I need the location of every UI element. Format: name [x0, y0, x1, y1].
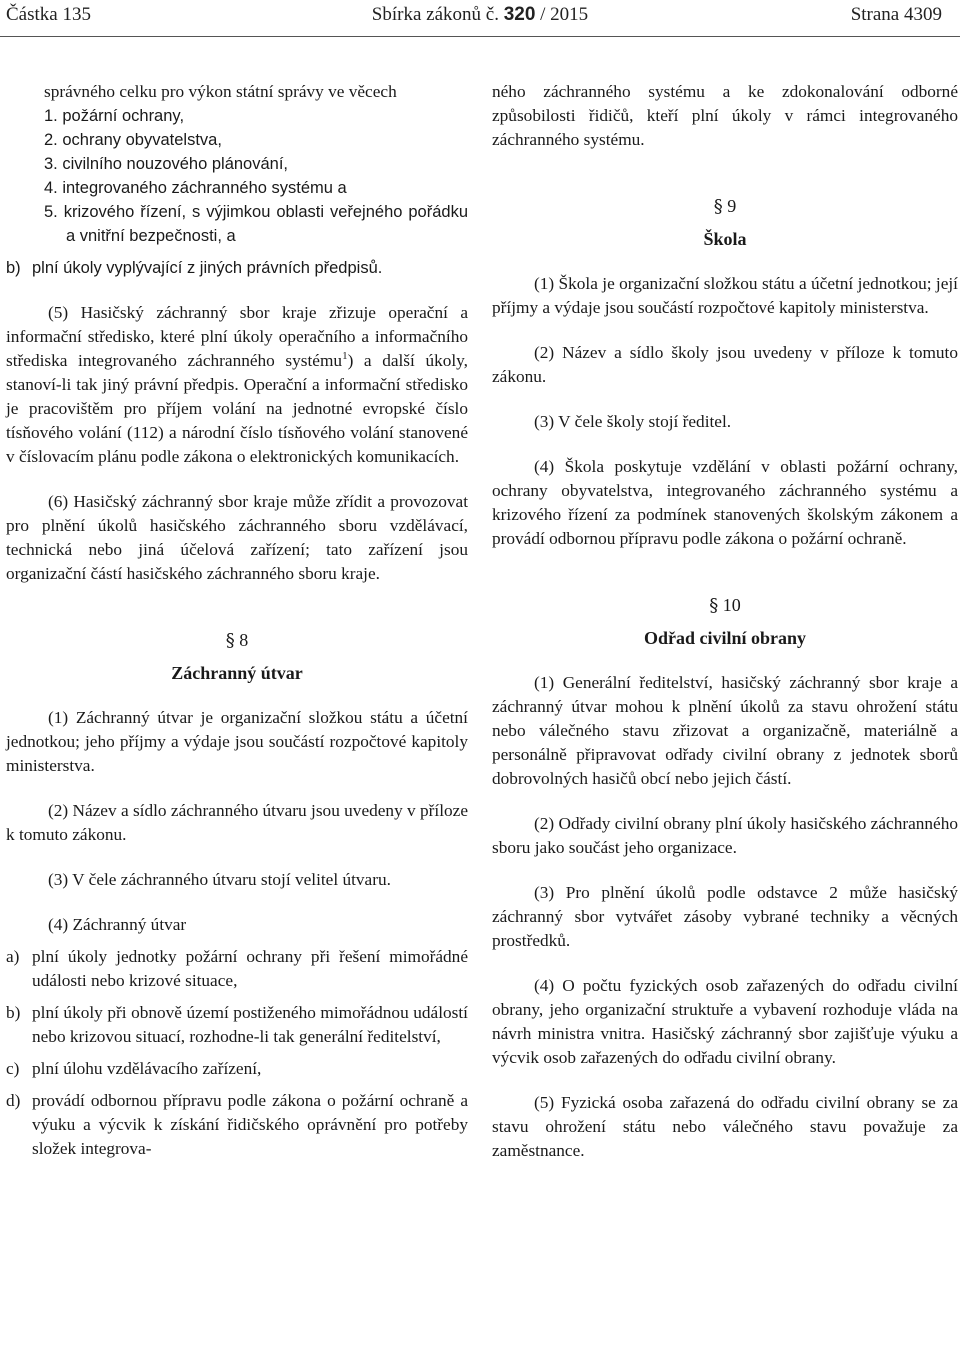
right-column [492, 80, 958, 1163]
s10-paragraph-1: (1) Generální ředitelství, hasičský záchranný sbor kraje a záchranný útvar mohou k plnění úkolů za stavu ohrožení státu nebo válečného stavu zřizovat a organizačně, materiálně a personálně připravovat odřady civilní obrany z jednotek sborů dobrovolných hasičů obcí nebo jejich částí. [492, 673, 958, 788]
section-number: 10 [722, 595, 741, 615]
list-text: provádí odbornou přípravu podle zákona o požární ochraně a výuku a výcvik k získání řidičského oprávnění pro potřeby složek integrova- [32, 1091, 468, 1158]
p5-text-a: (5) Hasičský záchranný sbor kraje zřizuje operační a informační středisko, které plní úkoly operačního a informačního střediska integrovaného záchranného systému [6, 303, 468, 370]
section-number: 8 [239, 630, 249, 650]
list-label: b) [6, 259, 21, 277]
s8-paragraph-4: (4) Záchranný útvar [48, 915, 187, 934]
section-sign: § [713, 196, 723, 217]
list-text: plní úkoly jednotky požární ochrany při řešení mimořádné události nebo krizové situace, [32, 947, 468, 990]
list-item: 4. integrovaného záchranného systému a [44, 179, 347, 197]
section-10-title: Odřad civilní obrany [643, 628, 807, 648]
intro-text: správného celku pro výkon státní správy ve věcech [44, 82, 397, 101]
s10-paragraph-3: (3) Pro plnění úkolů podle odstavce 2 může hasičský záchranný sbor vytvářet zásoby vybrané techniky a věcných prostředků. [492, 883, 958, 950]
header-part: Částka 135 [6, 4, 91, 25]
section-9-heading [492, 194, 958, 219]
list-item: 3. civilního nouzového plánování, [44, 155, 289, 173]
list-text: plní úkoly při obnově území postiženého mimořádnou událostí nebo krizovou situací, rozhodne-li tak generální ředitelství, [32, 1003, 468, 1046]
s8-paragraph-1: (1) Záchranný útvar je organizační složkou státu a účetní jednotkou; jeho příjmy a výdaje jsou součástí rozpočtové kapitoly ministerstva. [6, 708, 468, 775]
section-9-title: Škola [703, 229, 747, 249]
list-item: 5. krizového řízení, s výjimkou oblasti veřejného pořádku a vnitřní bezpečnosti, a [44, 203, 468, 245]
s9-paragraph-4: (4) Škola poskytuje vzdělání v oblasti požární ochrany, ochrany obyvatelstva, integrovaného záchranného systému a krizového řízení za podmínek stanovených školským zákonem a provádí odbornou přípravu podle zákona o požární ochraně. [492, 457, 958, 548]
s8-paragraph-3: (3) V čele záchranného útvaru stojí velitel útvaru. [48, 870, 391, 889]
header-collection [0, 4, 960, 26]
s10-paragraph-4: (4) O počtu fyzických osob zařazených do odřadu civilní obrany, jeho organizační struktuře a vybavení rozhoduje vláda na návrh ministra vnitra. Hasičský záchranný sbor zajišťuje výuku a výcvik osob zařazených do odřadu civilní obrany. [492, 976, 958, 1067]
section-number: 9 [727, 196, 737, 216]
list-label: d) [6, 1091, 21, 1110]
list-item: 2. ochrany obyvatelstva, [44, 131, 222, 149]
s9-paragraph-1: (1) Škola je organizační složkou státu a účetní jednotkou; její příjmy a výdaje jsou součástí rozpočtové kapitoly ministerstva. [492, 274, 958, 317]
list-item-b [6, 256, 468, 280]
collection-name: Sbírka zákonů č. [371, 4, 499, 25]
section-sign: § [225, 630, 235, 651]
s8-list-item-b [6, 1001, 468, 1049]
section-8-heading [6, 628, 468, 653]
s8-paragraph-2: (2) Název a sídlo záchranného útvaru jsou uvedeny v příloze k tomuto zákonu. [6, 801, 468, 844]
s10-paragraph-5: (5) Fyzická osoba zařazená do odřadu civilní obrany se za stavu ohrožení státu nebo válečného stavu považuje za zaměstnance. [492, 1093, 958, 1160]
list-label: a) [6, 947, 20, 966]
page-header [0, 0, 960, 36]
list-text: plní úkoly vyplývající z jiných právních předpisů. [32, 259, 383, 277]
paragraph-5 [6, 301, 468, 469]
s10-paragraph-2: (2) Odřady civilní obrany plní úkoly hasičského záchranného sboru jako součást jeho organizace. [492, 814, 958, 857]
list-text: plní úlohu vzdělávacího zařízení, [32, 1059, 262, 1078]
section-8-title: Záchranný útvar [171, 663, 303, 683]
section-sign: § [709, 595, 719, 616]
s8-list-item-d [6, 1089, 468, 1161]
p5-text-b: ) a další úkoly, stanoví-li tak jiný právní předpis. Operační a informační středisko je pracovištěm pro příjem volání na jednotné evropské číslo tísňového volání (112) a národní číslo tísňového volání stanovené v číslovacím plánu podle zákona o elektronických komunikacích. [6, 351, 468, 466]
s9-paragraph-2: (2) Název a sídlo školy jsou uvedeny v příloze k tomuto zákonu. [492, 343, 958, 386]
left-column [6, 80, 468, 1161]
s9-paragraph-3: (3) V čele školy stojí ředitel. [534, 412, 732, 431]
footnote-ref: 1 [342, 350, 348, 363]
list-item: 1. požární ochrany, [44, 107, 185, 125]
section-10-heading [492, 593, 958, 618]
law-number: 320 [503, 4, 536, 25]
paragraph-6: (6) Hasičský záchranný sbor kraje může zřídit a provozovat pro plnění úkolů hasičského záchranného sboru vzdělávací, technická nebo jiná účelová zařízení; tato zařízení jsou organizační částí hasičského záchranného sboru kraje. [6, 492, 468, 583]
law-year: / 2015 [540, 4, 589, 25]
s8-list-item-c [6, 1057, 468, 1081]
list-label: b) [6, 1003, 21, 1022]
header-page-number: Strana 4309 [850, 4, 942, 25]
list-label: c) [6, 1059, 20, 1078]
continued-text: ného záchranného systému a ke zdokonalování odborné způsobilosti řidičů, kteří plní úkoly v rámci integrovaného záchranného systému. [492, 82, 958, 149]
header-rule [0, 36, 960, 37]
s8-list-item-a [6, 945, 468, 993]
